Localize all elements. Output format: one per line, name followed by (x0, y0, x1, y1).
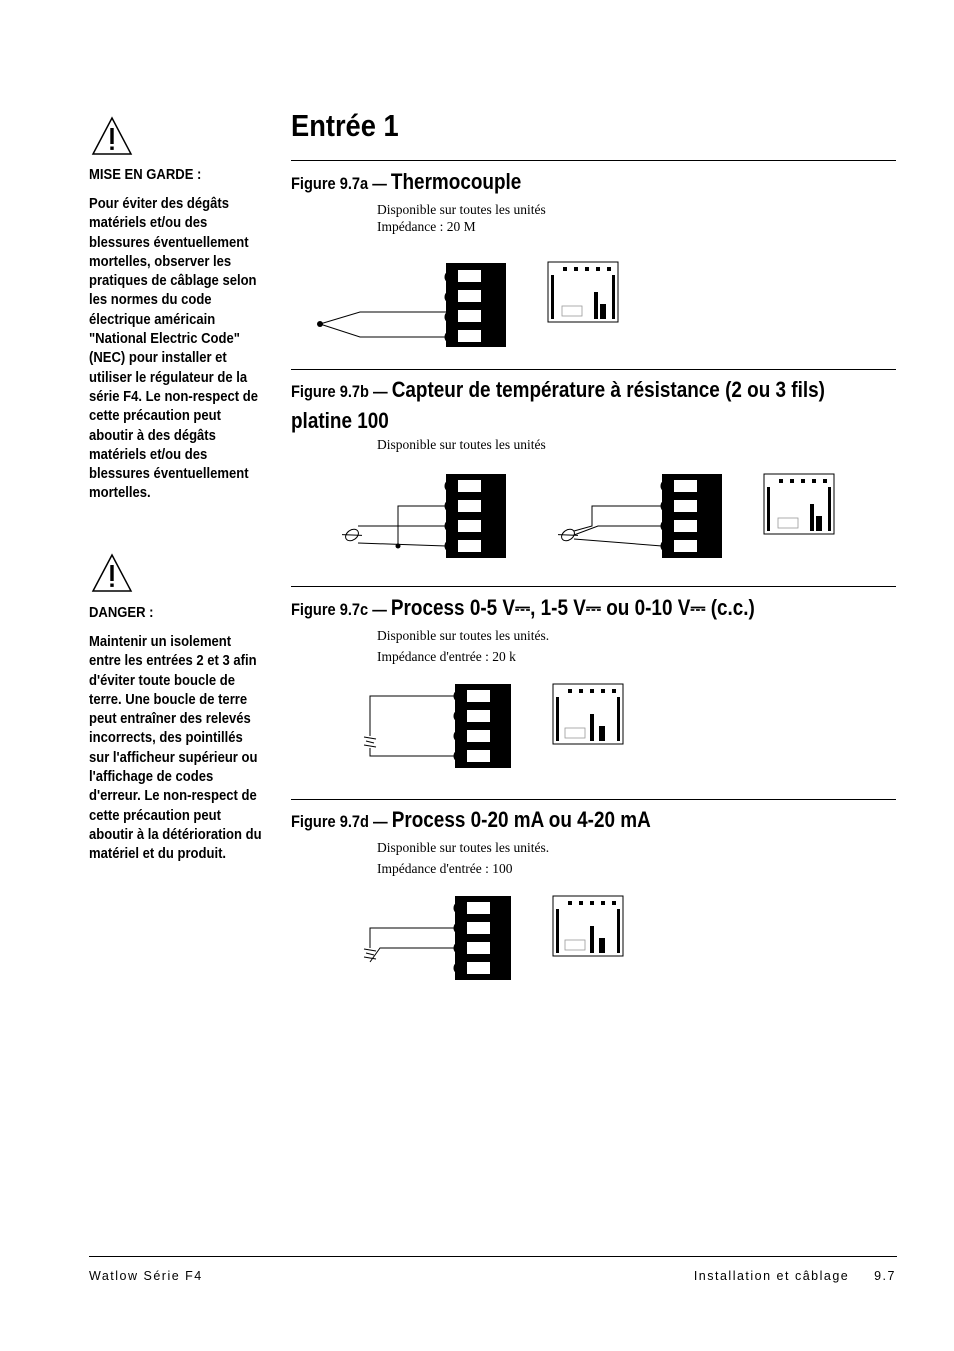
danger-heading: DANGER : (89, 605, 154, 621)
figure-d-desc-1: Disponible sur toutes les unités. (377, 840, 550, 855)
danger-triangle-icon (91, 553, 133, 593)
figure-a-title: Thermocouple (390, 169, 522, 194)
figure-c-divider (291, 799, 896, 800)
warning-block (89, 167, 264, 504)
figure-c-desc-1: Disponible sur toutes les unités. (377, 628, 550, 643)
footer-left: Watlow Série F4 (89, 1269, 203, 1283)
controller-rear-view-icon (764, 474, 834, 534)
figure-d-label: Figure 9.7d — (291, 812, 392, 831)
figure-c-heading (291, 594, 859, 625)
rtd-sensor-3-wire-icon (558, 525, 578, 544)
figure-b-heading (291, 376, 859, 438)
danger-block (89, 605, 264, 865)
voltage-source-icon (364, 737, 376, 747)
footer-right: Installation et câblage 9.7 (693, 1269, 896, 1283)
thermocouple-wiring-diagram (300, 255, 630, 355)
figure-a-desc-2: Impédance : 20 M (377, 219, 476, 234)
controller-rear-view-icon (553, 684, 623, 744)
figure-a-divider (291, 369, 896, 370)
figure-d-title: Process 0-20 mA ou 4-20 mA (391, 807, 651, 832)
figure-c-desc-2: Impédance d'entrée : 20 k (377, 649, 516, 664)
figure-b-title: Capteur de température à résistance (2 ou 3 fils) platine 100 (291, 377, 825, 433)
current-source-icon (364, 949, 376, 959)
rtd-wiring-diagram (330, 465, 850, 565)
footer-divider (89, 1256, 897, 1257)
terminal-block-2-wire (445, 474, 507, 558)
figure-a-heading (291, 168, 859, 199)
figure-d-heading (291, 806, 859, 837)
figure-a-label: Figure 9.7a — (291, 174, 391, 193)
figure-c-label: Figure 9.7c — (291, 600, 391, 619)
figure-a-desc-1: Disponible sur toutes les unités (377, 202, 546, 217)
voltage-process-wiring-diagram (340, 676, 640, 776)
controller-rear-view-icon (548, 262, 618, 322)
danger-text: Maintenir un isolement entre les entrées 2 et 3 afin d'éviter toute boucle de terre. Une boucle de terre peut entraîner des relevés incorrects, des pointillés sur l'afficheur supérieur ou l'affichage de codes d'erreur. Le non-respect de cette précaution peut aboutir à la détérioration du matériel et du produit. (89, 634, 262, 863)
figure-d-desc-2: Impédance d'entrée : 100 (377, 861, 513, 876)
warning-triangle-icon (91, 116, 133, 156)
terminal-block (445, 263, 507, 347)
terminal-block-3-wire (661, 474, 723, 558)
title-divider (291, 160, 896, 161)
figure-c-title: Process 0-5 V⎓, 1-5 V⎓ ou 0-10 V⎓ (c.c.) (390, 595, 755, 620)
figure-b-divider (291, 586, 896, 587)
terminal-block (454, 684, 512, 768)
warning-text: Pour éviter des dégâts matériels et/ou des blessures éventuellement mortelles, observer les pratiques de câblage selon les normes du code électrique américain "National Electric Code" (NEC) pour installer et utiliser le régulateur de la série F4. Le non-respect de cette précaution peut aboutir à des dégâts matériels et/ou des blessures éventuellement mortelles. (89, 196, 258, 502)
rtd-sensor-icon (342, 525, 362, 544)
warning-heading: MISE EN GARDE : (89, 167, 202, 183)
controller-rear-view-icon (553, 896, 623, 956)
terminal-block (454, 896, 512, 980)
current-process-wiring-diagram (340, 888, 640, 988)
page-title: Entrée 1 (291, 108, 399, 143)
figure-b-label: Figure 9.7b — (291, 382, 392, 401)
figure-b-desc-1: Disponible sur toutes les unités (377, 437, 546, 452)
